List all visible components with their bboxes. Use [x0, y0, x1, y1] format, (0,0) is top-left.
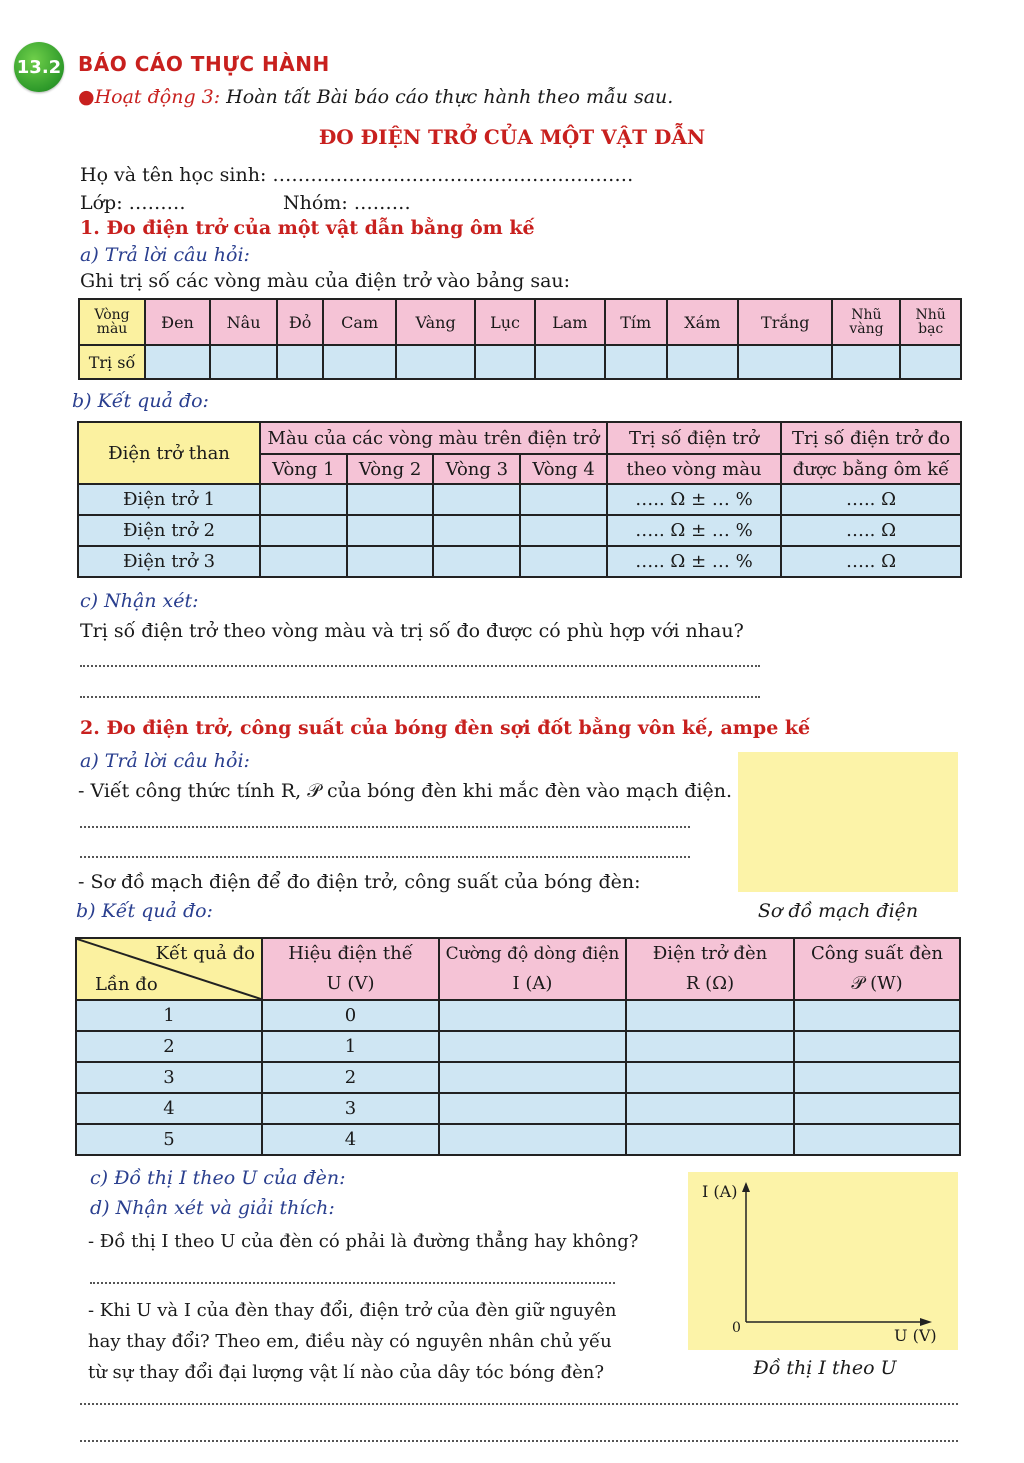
power-cell[interactable]	[794, 1124, 960, 1155]
graph-caption: Đồ thị I theo U	[753, 1357, 897, 1379]
x-axis-label: U (V)	[894, 1326, 937, 1345]
part1-a-text: Ghi trị số các vòng màu của điện trở vào bảng sau:	[80, 270, 571, 292]
color-cell: Tím	[605, 299, 667, 345]
student-name-field[interactable]: Họ và tên học sinh: …………………………………………………	[80, 164, 634, 186]
value-cell[interactable]	[210, 345, 277, 379]
ring-cell[interactable]	[260, 515, 347, 546]
ring-header: Vòng 2	[347, 454, 434, 484]
class-field[interactable]: Lớp: ………	[80, 192, 186, 214]
col-header-rings: Màu của các vòng màu trên điện trở	[260, 422, 607, 454]
col-header-resistance: Điện trở đèn R (Ω)	[626, 938, 794, 1000]
col-header-ring-value-2: theo vòng màu	[607, 454, 781, 484]
part2-d-q1: - Đồ thị I theo U của đèn có phải là đường thẳng hay không?	[88, 1231, 639, 1252]
part1-b-label: b) Kết quả đo:	[72, 390, 209, 412]
current-cell[interactable]	[439, 1062, 626, 1093]
color-code-table	[78, 298, 962, 380]
resistance-cell[interactable]	[626, 1031, 794, 1062]
col-header-current: Cường độ dòng điện I (A)	[439, 938, 626, 1000]
ring-header: Vòng 1	[260, 454, 347, 484]
answer-line[interactable]	[80, 1403, 958, 1405]
circuit-diagram-box[interactable]	[738, 752, 958, 892]
group-field[interactable]: Nhóm: ………	[283, 192, 411, 214]
power-cell[interactable]	[794, 1062, 960, 1093]
voltage-cell: 1	[262, 1031, 439, 1062]
ring-cell[interactable]	[520, 546, 607, 577]
resistance-cell[interactable]	[626, 1000, 794, 1031]
current-cell[interactable]	[439, 1093, 626, 1124]
current-cell[interactable]	[439, 1000, 626, 1031]
color-cell: Lam	[535, 299, 605, 345]
ring-header: Vòng 4	[520, 454, 607, 484]
value-cell[interactable]	[475, 345, 535, 379]
col-header-ring-value: Trị số điện trở	[607, 422, 781, 454]
ohm-value-cell[interactable]: ….. Ω	[781, 515, 961, 546]
measurement-table	[75, 937, 961, 1156]
ring-cell[interactable]	[433, 546, 520, 577]
trial-number: 1	[76, 1000, 262, 1031]
resistance-cell[interactable]	[626, 1124, 794, 1155]
trial-number: 4	[76, 1093, 262, 1124]
part2-b-label: b) Kết quả đo:	[76, 900, 213, 922]
part2-heading: 2. Đo điện trở, công suất của bóng đèn sợi đốt bằng vôn kế, ampe kế	[80, 717, 811, 739]
iu-graph-box[interactable]	[688, 1172, 958, 1350]
part2-a-label: a) Trả lời câu hỏi:	[80, 750, 250, 772]
ring-cell[interactable]	[260, 546, 347, 577]
color-table-header: Vòng màu	[79, 299, 145, 345]
y-axis-label: I (A)	[702, 1182, 738, 1201]
color-cell: Lục	[475, 299, 535, 345]
answer-line[interactable]	[90, 1282, 615, 1284]
value-cell[interactable]	[145, 345, 210, 379]
origin-label: 0	[732, 1320, 741, 1336]
ohm-value-cell[interactable]: ….. Ω	[781, 484, 961, 515]
color-cell: Cam	[323, 299, 396, 345]
ring-value-cell[interactable]: ….. Ω ± … %	[607, 515, 781, 546]
power-cell[interactable]	[794, 1093, 960, 1124]
color-cell: Nâu	[210, 299, 277, 345]
circuit-caption: Sơ đồ mạch điện	[757, 900, 919, 922]
resistor-result-table	[77, 421, 962, 578]
col-header-resistor: Điện trở than	[78, 422, 260, 484]
value-cell[interactable]	[277, 345, 323, 379]
resistor-row-label: Điện trở 2	[78, 515, 260, 546]
ring-cell[interactable]	[433, 484, 520, 515]
resistor-row-label: Điện trở 1	[78, 484, 260, 515]
answer-line[interactable]	[80, 856, 690, 858]
trial-number: 3	[76, 1062, 262, 1093]
voltage-cell: 4	[262, 1124, 439, 1155]
resistor-row-label: Điện trở 3	[78, 546, 260, 577]
value-row-header: Trị số	[79, 345, 145, 379]
power-cell[interactable]	[794, 1031, 960, 1062]
col-header-voltage: Hiệu điện thế U (V)	[262, 938, 439, 1000]
trial-number: 2	[76, 1031, 262, 1062]
ring-value-cell[interactable]: ….. Ω ± … %	[607, 484, 781, 515]
value-cell[interactable]	[605, 345, 667, 379]
value-cell[interactable]	[667, 345, 738, 379]
trial-number: 5	[76, 1124, 262, 1155]
ring-cell[interactable]	[347, 515, 434, 546]
power-cell[interactable]	[794, 1000, 960, 1031]
current-cell[interactable]	[439, 1124, 626, 1155]
value-cell[interactable]	[738, 345, 832, 379]
ohm-value-cell[interactable]: ….. Ω	[781, 546, 961, 577]
main-title: ĐO ĐIỆN TRỞ CỦA MỘT VẬT DẪN	[318, 125, 706, 149]
diag-header-cell	[76, 938, 262, 1000]
col-header-ohm-value: Trị số điện trở đo	[781, 422, 961, 454]
part1-a-label: a) Trả lời câu hỏi:	[80, 244, 250, 266]
col-header-power: Công suất đèn 𝒫 (W)	[794, 938, 960, 1000]
diag-top-label: Kết quả đo	[155, 943, 255, 964]
part2-a-item1: - Viết công thức tính R, 𝒫 của bóng đèn khi mắc đèn vào mạch điện.	[78, 780, 733, 802]
col-header-ohm-value-2: được bằng ôm kế	[781, 454, 961, 484]
value-cell[interactable]	[900, 345, 961, 379]
color-cell: Vàng	[396, 299, 475, 345]
answer-line[interactable]	[80, 665, 760, 667]
part1-heading: 1. Đo điện trở của một vật dẫn bằng ôm kế	[80, 217, 535, 239]
part1-c-question: Trị số điện trở theo vòng màu và trị số đo được có phù hợp với nhau?	[80, 620, 744, 642]
activity-text: Hoàn tất Bài báo cáo thực hành theo mẫu sau.	[220, 86, 674, 108]
color-cell: Đen	[145, 299, 210, 345]
ring-cell[interactable]	[260, 484, 347, 515]
color-cell: Trắng	[738, 299, 832, 345]
color-cell: Đỏ	[277, 299, 323, 345]
voltage-cell: 0	[262, 1000, 439, 1031]
voltage-cell: 2	[262, 1062, 439, 1093]
diag-bottom-label: Lần đo	[95, 974, 158, 995]
part2-d-q2: - Khi U và I của đèn thay đổi, điện trở của đèn giữ nguyên hay thay đổi? Theo em, điều này có nguyên nhân chủ yếu từ sự thay đổi đại lượng vật lí nào của dây tóc bóng đèn?	[88, 1300, 617, 1383]
ring-header: Vòng 3	[433, 454, 520, 484]
voltage-cell: 3	[262, 1093, 439, 1124]
part2-d-label: d) Nhận xét và giải thích:	[90, 1197, 335, 1219]
section-badge: 13.2	[14, 42, 64, 92]
color-cell: Xám	[667, 299, 738, 345]
ring-value-cell[interactable]: ….. Ω ± … %	[607, 546, 781, 577]
resistance-cell[interactable]	[626, 1062, 794, 1093]
ring-cell[interactable]	[347, 484, 434, 515]
color-cell-silver: Nhũ bạc	[900, 299, 961, 345]
ring-cell[interactable]	[520, 515, 607, 546]
value-cell[interactable]	[535, 345, 605, 379]
activity-line: ●Hoạt động 3: Hoàn tất Bài báo cáo thực hành theo mẫu sau.	[78, 86, 674, 108]
ring-cell[interactable]	[520, 484, 607, 515]
answer-line[interactable]	[80, 696, 760, 698]
color-cell-gold: Nhũ vàng	[832, 299, 900, 345]
resistance-cell[interactable]	[626, 1093, 794, 1124]
report-title: BÁO CÁO THỰC HÀNH	[78, 52, 330, 76]
part2-a-item2: - Sơ đồ mạch điện để đo điện trở, công suất của bóng đèn:	[78, 871, 641, 893]
value-cell[interactable]	[323, 345, 396, 379]
answer-line[interactable]	[80, 826, 690, 828]
part2-c-label: c) Đồ thị I theo U của đèn:	[90, 1167, 346, 1189]
current-cell[interactable]	[439, 1031, 626, 1062]
answer-line[interactable]	[80, 1440, 958, 1442]
part1-c-label: c) Nhận xét:	[80, 590, 199, 612]
value-cell[interactable]	[832, 345, 900, 379]
activity-label: Hoạt động 3:	[94, 86, 221, 108]
ring-cell[interactable]	[433, 515, 520, 546]
value-cell[interactable]	[396, 345, 475, 379]
ring-cell[interactable]	[347, 546, 434, 577]
